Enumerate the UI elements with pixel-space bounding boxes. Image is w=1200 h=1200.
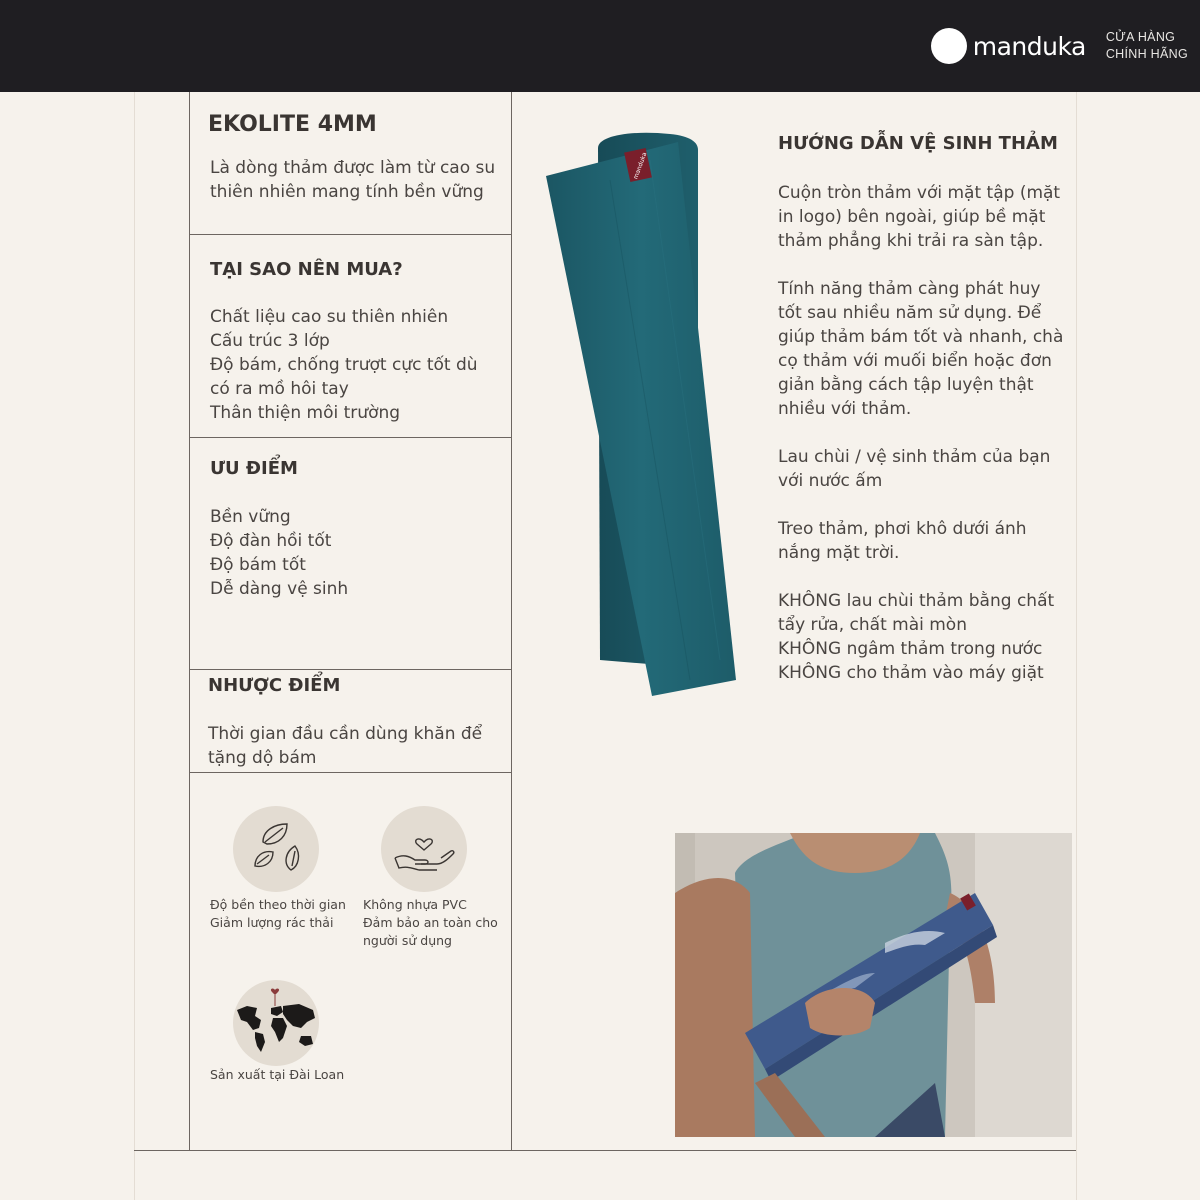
care-line: Treo thảm, phơi khô dưới ánh [778, 519, 1027, 539]
brand-logo[interactable] [931, 26, 1188, 66]
product-title: EKOLITE 4MM [208, 112, 377, 137]
brand-tagline [1106, 29, 1188, 63]
left-column-border [189, 92, 190, 1150]
list-item: có ra mồ hôi tay [210, 379, 349, 399]
list-item: Độ bám tốt [210, 555, 306, 575]
list-item: tặng dộ bám [208, 748, 317, 768]
feature-line: Không nhựa PVC [363, 897, 467, 912]
list-item: Chất liệu cao su thiên nhiên [210, 307, 449, 327]
why-buy-title: TẠI SAO NÊN MUA? [210, 259, 403, 280]
bottom-border [134, 1150, 1076, 1151]
list-item: Cấu trúc 3 lớp [210, 331, 330, 351]
section-divider-2 [189, 437, 511, 438]
care-line: giản bằng cách tập luyện thật [778, 375, 1034, 395]
care-line: nhiều với thảm. [778, 399, 912, 419]
care-line: Cuộn tròn thảm với mặt tập (mặt [778, 183, 1061, 203]
care-paragraph-2 [778, 277, 1063, 421]
mat-logo-text: manduka [632, 151, 649, 181]
list-item: Độ đàn hồi tốt [210, 531, 332, 551]
person-holding-mat-image [675, 833, 1072, 1137]
care-line: tốt sau nhiều năm sử dụng. Để [778, 303, 1042, 323]
care-line: giúp thảm bám tốt và nhanh, chà [778, 327, 1064, 347]
logo-circle-icon [931, 28, 967, 64]
feature-line: Giảm lượng rác thải [210, 915, 334, 930]
column-divider [511, 92, 512, 1150]
feature-line: Đảm bảo an toàn cho [363, 915, 498, 930]
feature-caption-durability [210, 896, 346, 932]
product-description [210, 156, 495, 204]
why-buy-list [210, 305, 478, 425]
feature-line: Sản xuất tại Đài Loan [210, 1067, 345, 1082]
feature-caption-origin [210, 1066, 344, 1084]
list-item: Dễ dàng vệ sinh [210, 579, 349, 599]
care-line: Tính năng thảm càng phát huy [778, 279, 1041, 299]
care-line: nắng mặt trời. [778, 543, 900, 563]
care-paragraph-5 [778, 589, 1054, 685]
brand-tag-line1: CỬA HÀNG [1105, 30, 1176, 44]
care-line: Lau chùi / vệ sinh thảm của bạn [778, 447, 1051, 467]
brand-name: manduka [972, 31, 1086, 61]
list-item: Thân thiện môi trường [210, 403, 401, 423]
outer-left-border [134, 92, 135, 1200]
cons-list [208, 722, 482, 770]
list-item: Độ bám, chống trượt cực tốt dù [210, 355, 478, 375]
world-map-icon [233, 980, 319, 1066]
feature-caption-pvc-free [363, 896, 498, 950]
yoga-mat-image [540, 120, 740, 710]
care-line: thảm phẳng khi trải ra sàn tập. [778, 231, 1044, 251]
section-divider-3 [189, 669, 511, 670]
feature-line: Độ bền theo thời gian [210, 897, 346, 912]
outer-right-border [1076, 92, 1077, 1200]
care-line: với nước ấm [778, 471, 883, 491]
pros-list [210, 505, 348, 601]
feature-line: người sử dụng [363, 933, 452, 948]
care-paragraph-3 [778, 445, 1050, 493]
care-line: KHÔNG cho thảm vào máy giặt [778, 663, 1044, 683]
leaf-icon [233, 806, 319, 892]
description-line: Là dòng thảm được làm từ cao su [210, 158, 496, 178]
care-line: KHÔNG lau chùi thảm bằng chất [778, 591, 1055, 611]
care-title: HƯỚNG DẪN VỆ SINH THẢM [778, 133, 1058, 154]
care-paragraph-4 [778, 517, 1027, 565]
cons-title: NHƯỢC ĐIỂM [208, 675, 341, 696]
care-line: cọ thảm với muối biển hoặc đơn [778, 351, 1052, 371]
section-divider-1 [189, 234, 511, 235]
mat-flap [546, 142, 736, 696]
care-paragraph-1 [778, 181, 1060, 253]
lifestyle-photo [675, 833, 1072, 1137]
list-item: Bền vững [210, 507, 291, 527]
header-bar [0, 0, 1200, 92]
care-line: tẩy rửa, chất mài mòn [778, 615, 967, 635]
list-item: Thời gian đầu cần dùng khăn để [208, 724, 483, 744]
care-line: in logo) bên ngoài, giúp bề mặt [778, 207, 1046, 227]
pros-title: ƯU ĐIỂM [210, 458, 298, 479]
brand-tag-line2: CHÍNH HÃNG [1105, 47, 1188, 61]
section-divider-4 [189, 772, 511, 773]
description-line: thiên nhiên mang tính bền vững [210, 182, 484, 202]
hand-heart-icon [381, 806, 467, 892]
care-line: KHÔNG ngâm thảm trong nước [778, 639, 1043, 659]
